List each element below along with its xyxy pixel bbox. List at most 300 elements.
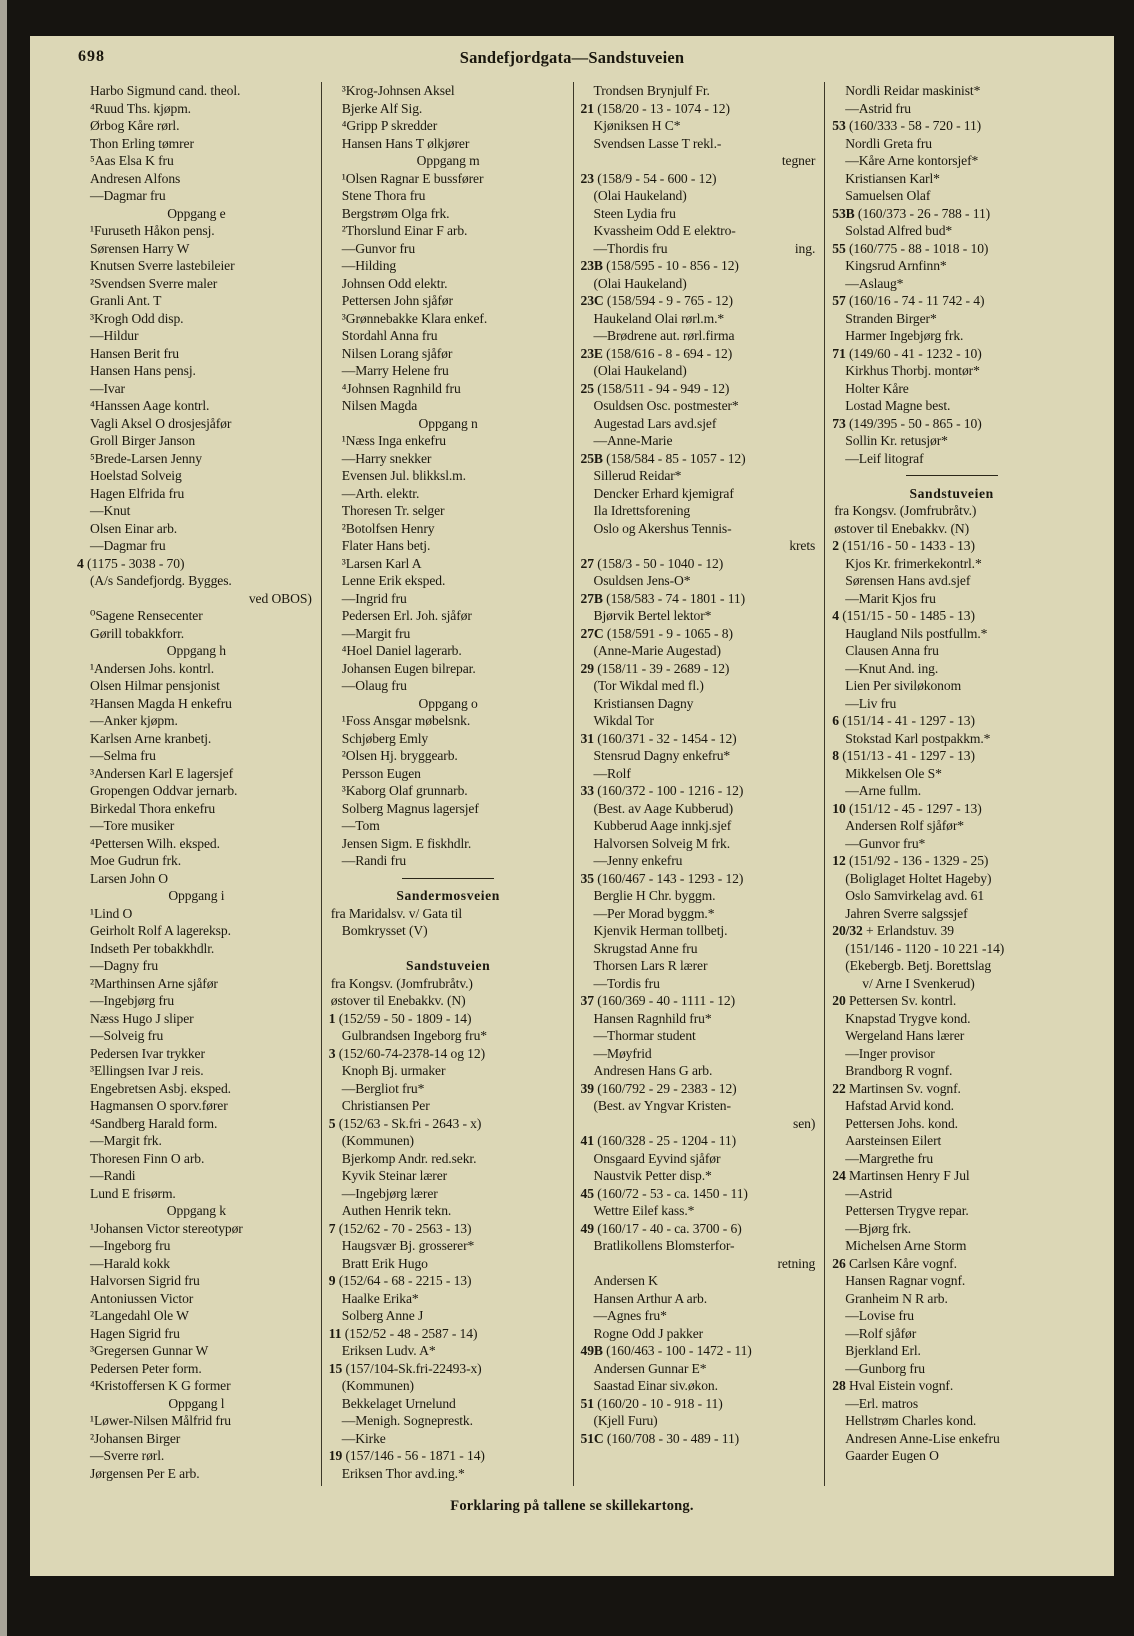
directory-line: Trondsen Brynjulf Fr. (593, 83, 710, 98)
directory-line: Næss Hugo J sliper (90, 1010, 194, 1026)
directory-line: —Ingebjørg lærer (341, 1185, 438, 1201)
directory-line: —Knut And. ing. (845, 660, 939, 676)
directory-line: 33 (160/372 - 100 - 1216 - 12) (580, 783, 744, 798)
house-number: 11 (328, 1325, 342, 1341)
directory-line: Thoresen Finn O arb. (90, 1150, 205, 1166)
directory-line: Stranden Birger* (845, 310, 937, 326)
house-number: 53B (832, 205, 855, 221)
directory-line: 51C (160/708 - 30 - 489 - 11) (580, 1430, 740, 1446)
directory-line: Bjørvik Bertel lektor* (593, 608, 712, 623)
directory-line: 37 (160/369 - 40 - 1111 - 12) (580, 993, 736, 1008)
directory-line: Karlsen Arne kranbetj. (90, 730, 212, 746)
directory-line: Lenne Erik eksped. (341, 573, 446, 588)
directory-line: 20 Pettersen Sv. kontrl. (832, 993, 957, 1008)
directory-line: 21 (158/20 - 13 - 1074 - 12) (580, 100, 730, 116)
house-number: 10 (832, 800, 846, 816)
directory-line: ¹Foss Ansgar møbelsnk. (341, 713, 471, 728)
house-number: 28 (832, 1378, 846, 1393)
directory-line: Kubberud Aage innkj.sjef (593, 818, 732, 833)
directory-line: —Kåre Arne kontorsjef* (845, 153, 979, 168)
directory-line: fra Kongsv. (Jomfrubråtv.) (330, 975, 473, 991)
directory-line: Naustvik Petter disp.* (593, 1168, 712, 1183)
section-divider (832, 467, 1071, 485)
directory-line: Nilsen Magda (341, 398, 418, 413)
directory-line: Hagmansen O sporv.fører (90, 1098, 228, 1113)
directory-line: —Solveig fru (90, 1028, 164, 1043)
directory-line: —Tom (341, 818, 380, 833)
house-number: 19 (328, 1448, 343, 1463)
house-number: 1 (328, 1010, 336, 1026)
directory-line: ³Grønnebakke Klara enkef. (341, 310, 488, 326)
directory-line: ¹Næss Inga enkefru (341, 433, 446, 448)
directory-line: —Ivar (90, 380, 125, 396)
directory-line: Bjerkomp Andr. red.sekr. (341, 1150, 477, 1166)
directory-line: —Arth. elektr. (341, 485, 420, 501)
directory-line: 41 (160/328 - 25 - 1204 - 11) (580, 1133, 737, 1148)
directory-line: —Dagmar fru (90, 538, 166, 553)
spacer (329, 940, 568, 958)
directory-line: tegner (781, 153, 816, 168)
directory-line: 51 (160/20 - 10 - 918 - 11) (580, 1395, 723, 1411)
directory-line: —Knut (90, 503, 131, 518)
directory-line: —Agnes fru* (593, 1308, 667, 1323)
directory-line: ³Ellingsen Ivar J reis. (90, 1063, 204, 1078)
house-number: 4 (832, 608, 839, 623)
directory-line: Gørill tobakkforr. (90, 625, 185, 641)
directory-line: 27C (158/591 - 9 - 1065 - 8) (580, 625, 733, 641)
house-number: 31 (580, 730, 594, 746)
directory-line: Persson Eugen (341, 765, 421, 781)
directory-line: Clausen Anna fru (845, 643, 939, 658)
directory-line: Thon Erling tømrer (90, 135, 194, 151)
directory-line: 9 (152/64 - 68 - 2215 - 13) (328, 1273, 472, 1288)
directory-line: 24 Martinsen Henry F Jul (832, 1168, 970, 1183)
directory-line: 39 (160/792 - 29 - 2383 - 12) (580, 1080, 737, 1096)
directory-line: østover til Enebakkv. (N) (330, 993, 466, 1008)
directory-line: Bekkelaget Urnelund (341, 1395, 456, 1411)
directory-line: ³Krogh Odd disp. (90, 310, 184, 326)
directory-line: ¹Lind O (90, 905, 133, 921)
directory-line: Halvorsen Solveig M frk. (593, 835, 731, 851)
directory-line: Schjøberg Emly (341, 730, 429, 746)
house-number: 73 (832, 415, 846, 431)
directory-line: —Aslaug* (845, 275, 904, 291)
directory-line: Harmer Ingebjørg frk. (845, 328, 964, 343)
directory-line: ¹Olsen Ragnar E bussfører (341, 170, 484, 186)
directory-line: Indseth Per tobakkhdlr. (90, 940, 215, 956)
entrance-label: Oppgang m (416, 153, 480, 168)
directory-line: Steen Lydia fru (593, 205, 676, 221)
directory-line: Knoph Bj. urmaker (341, 1063, 446, 1078)
directory-line: Oslo Samvirkelag avd. 61 (845, 888, 985, 903)
directory-line: —Astrid fru (845, 100, 911, 116)
directory-line: 19 (157/146 - 56 - 1871 - 14) (328, 1448, 485, 1463)
directory-line: (Best. av Aage Kubberud) (593, 800, 734, 816)
directory-line: (Olai Haukeland) (593, 275, 687, 291)
directory-line: —Gunborg fru (845, 1360, 925, 1376)
directory-line: Bratlikollens Blomsterfor- (593, 1238, 735, 1253)
directory-line: —Leif litograf (845, 450, 924, 466)
directory-line: 12 (151/92 - 136 - 1329 - 25) (832, 853, 989, 868)
directory-line: 53B (160/373 - 26 - 788 - 11) (832, 205, 991, 221)
street-heading: Sandstuveien (405, 958, 491, 973)
directory-line: 4 (1175 - 3038 - 70) (77, 555, 185, 571)
directory-line: Hafstad Arvid kond. (845, 1098, 954, 1113)
directory-line: Wikdal Tor (593, 713, 654, 728)
directory-line: —Tordis fru (593, 975, 660, 991)
house-number: 23 (580, 170, 594, 186)
directory-line: ⁵Brede-Larsen Jenny (90, 450, 202, 466)
directory-line (581, 240, 820, 258)
directory-line: Authen Henrik tekn. (341, 1203, 452, 1218)
directory-line: (Olai Haukeland) (593, 363, 687, 378)
directory-line: Johnsen Odd elektr. (341, 275, 448, 291)
directory-line: Pettersen John sjåfør (341, 293, 453, 308)
runover-text: ing. (794, 240, 816, 256)
house-number: 27B (580, 590, 603, 606)
directory-line: Knutsen Sverre lastebileier (90, 258, 235, 273)
directory-line: Evensen Jul. blikksl.m. (341, 468, 466, 483)
directory-line: 26 Carlsen Kåre vognf. (832, 1255, 957, 1271)
house-number: 35 (580, 870, 594, 886)
directory-line: Kingsrud Arnfinn* (845, 258, 947, 273)
directory-line: v/ Arne I Svenkerud) (862, 975, 975, 991)
directory-line: —Rolf (593, 765, 631, 781)
directory-line: 7 (152/62 - 70 - 2563 - 13) (328, 1220, 472, 1236)
directory-line: —Margit fru (341, 625, 411, 641)
house-number: 5 (328, 1115, 336, 1131)
directory-line: Christiansen Per (341, 1098, 430, 1113)
directory-line: Rogne Odd J pakker (593, 1325, 704, 1341)
divider-rule (402, 878, 494, 879)
house-number: 49B (580, 1343, 603, 1358)
directory-line: Nilsen Lorang sjåfør (341, 345, 453, 361)
directory-line: —Dagmar fru (90, 188, 166, 203)
directory-line: —Randi (90, 1168, 136, 1183)
house-number: 39 (580, 1080, 594, 1096)
directory-line: —Gunvor fru* (845, 835, 926, 851)
house-number: 20 (832, 993, 846, 1008)
directory-line: Birkedal Thora enkefru (90, 800, 216, 816)
directory-line: Gaarder Eugen O (845, 1448, 939, 1463)
directory-line: Hansen Hans pensj. (90, 363, 196, 378)
entrance-label: Oppgang l (168, 1395, 225, 1411)
directory-line: ⁴Hoel Daniel lagerarb. (341, 643, 462, 658)
directory-line: Jørgensen Per E arb. (90, 1465, 200, 1481)
directory-line: Lien Per siviløkonom (845, 678, 962, 693)
directory-line: Solberg Magnus lagersjef (341, 800, 479, 816)
directory-line: Haukeland Olai rørl.m.* (593, 310, 725, 326)
house-number: 23B (580, 258, 603, 273)
directory-line: Andersen Rolf sjåfør* (845, 818, 964, 833)
directory-line: 23C (158/594 - 9 - 765 - 12) (580, 293, 733, 308)
house-number: 4 (77, 555, 84, 571)
directory-line: ⁰Sagene Rensecenter (90, 608, 203, 623)
entrance-label: Oppgang k (166, 1203, 226, 1218)
directory-line: ²Thorslund Einar F arb. (341, 223, 468, 238)
directory-line: Pedersen Peter form. (90, 1360, 202, 1376)
directory-line: Berglie H Chr. byggm. (593, 888, 716, 903)
house-number: 49 (580, 1220, 594, 1236)
directory-line: Moe Gudrun frk. (90, 853, 181, 868)
directory-line: Larsen John O (90, 870, 168, 886)
directory-line: Gropengen Oddvar jernarb. (90, 783, 238, 798)
directory-line: Bjerke Alf Sig. (341, 100, 423, 116)
directory-line: (Boliglaget Holtet Hageby) (845, 870, 992, 886)
directory-line: (Tor Wikdal med fl.) (593, 678, 704, 693)
directory-line: —Ingrid fru (341, 590, 407, 606)
directory-line: Olsen Einar arb. (90, 520, 178, 536)
directory-line: ³Gregersen Gunnar W (90, 1343, 209, 1358)
directory-line: —Harry snekker (341, 450, 432, 466)
directory-line: 1 (152/59 - 50 - 1809 - 14) (328, 1010, 472, 1026)
directory-line: —Hilding (341, 258, 397, 273)
house-number: 23E (580, 345, 603, 361)
directory-line: 28 Hval Eistein vognf. (832, 1378, 954, 1393)
directory-line: ¹Johansen Victor stereotypør (90, 1220, 243, 1236)
directory-line: Solstad Alfred bud* (845, 223, 953, 238)
directory-line: Groll Birger Janson (90, 433, 196, 448)
directory-line: Ørbog Kåre rørl. (90, 118, 180, 133)
house-number: 37 (580, 993, 594, 1008)
directory-line: Skrugstad Anne fru (593, 940, 698, 956)
directory-line: —Randi fru (341, 853, 407, 868)
directory-line: Bergstrøm Olga frk. (341, 205, 450, 221)
directory-line: Eriksen Thor avd.ing.* (341, 1465, 465, 1481)
directory-line: 55 (160/775 - 88 - 1018 - 10) (832, 240, 989, 256)
directory-line: —Astrid (845, 1185, 893, 1201)
directory-line: ¹Løwer-Nilsen Målfrid fru (90, 1413, 231, 1428)
page-number: 698 (78, 48, 105, 65)
directory-line: Gulbrandsen Ingeborg fru* (341, 1028, 487, 1043)
directory-line: retning (777, 1255, 816, 1271)
directory-line: Samuelsen Olaf (845, 188, 931, 203)
directory-line: Haugland Nils postfullm.* (845, 625, 988, 641)
directory-line: Andresen Alfons (90, 170, 181, 186)
scan-edge-strip (0, 0, 7, 1636)
directory-line: —Menigh. Sogneprestk. (341, 1413, 473, 1428)
directory-line: Bratt Erik Hugo (341, 1255, 428, 1271)
directory-line: (Ekebergb. Betj. Borettslag (845, 958, 992, 973)
directory-line: Kjøniksen H C* (593, 118, 681, 133)
directory-line: 3 (152/60-74-2378-14 og 12) (328, 1045, 486, 1061)
entrance-label: Oppgang i (168, 888, 225, 903)
directory-line: —Margrethe fru (845, 1150, 934, 1166)
directory-line: 25B (158/584 - 85 - 1057 - 12) (580, 450, 746, 466)
directory-column-3 (573, 82, 825, 1486)
directory-line: Thoresen Tr. selger (341, 503, 445, 518)
directory-line: —Dagny fru (90, 958, 159, 973)
directory-line: 27B (158/583 - 74 - 1801 - 11) (580, 590, 746, 606)
directory-line: ⁴Sandberg Harald form. (90, 1115, 218, 1131)
directory-line: Geirholt Rolf A lagereksp. (90, 923, 231, 938)
directory-line: Halvorsen Sigrid fru (90, 1273, 200, 1288)
directory-line: Aarsteinsen Eilert (845, 1133, 942, 1148)
directory-line: Stordahl Anna fru (341, 328, 438, 343)
house-number: 33 (580, 783, 594, 798)
directory-line: ³Larsen Karl A (341, 555, 422, 571)
house-number: 55 (832, 240, 846, 256)
directory-line: Bomkrysset (V) (341, 923, 428, 938)
directory-line: Saastad Einar siv.økon. (593, 1378, 718, 1393)
directory-line: Andersen Gunnar E* (593, 1360, 707, 1376)
directory-line: Hansen Ragnhild fru* (593, 1010, 712, 1026)
directory-line: Osuldsen Jens-O* (593, 573, 691, 588)
directory-line: ⁵Aas Elsa K fru (90, 153, 174, 168)
house-number: 23C (580, 293, 604, 308)
directory-line: Ila Idrettsforening (593, 503, 691, 518)
house-number: 53 (832, 118, 846, 133)
directory-line: Kirkhus Thorbj. montør* (845, 363, 980, 378)
directory-line: Granli Ant. T (90, 293, 162, 308)
directory-line: —Jenny enkefru (593, 853, 683, 868)
directory-line: ²Johansen Birger (90, 1430, 181, 1446)
directory-line: —Lovise fru (845, 1308, 914, 1323)
directory-page (30, 36, 1114, 1576)
directory-line: Pedersen Erl. Joh. sjåfør (341, 608, 472, 623)
directory-column-4 (824, 82, 1076, 1486)
directory-line: Sollin Kr. retusjør* (845, 433, 948, 448)
directory-line: —Marit Kjos fru (845, 590, 936, 606)
directory-line: (Kjell Furu) (593, 1413, 658, 1428)
directory-line: —Marry Helene fru (341, 363, 449, 378)
directory-line: ⁴Hanssen Aage kontrl. (90, 398, 210, 413)
directory-line: 20/32 + Erlandstuv. 39 (832, 923, 954, 938)
house-number: 21 (580, 100, 594, 116)
house-number: 25B (580, 450, 603, 466)
directory-line: 57 (160/16 - 74 - 11 742 - 4) (832, 293, 985, 308)
directory-line: 29 (158/11 - 39 - 2689 - 12) (580, 660, 730, 676)
section-divider (329, 870, 568, 888)
directory-line: 15 (157/104-Sk.fri-22493-x) (328, 1360, 482, 1376)
directory-line: —Sverre rørl. (90, 1448, 165, 1463)
entrance-label: Oppgang h (166, 643, 226, 658)
house-number: 26 (832, 1255, 846, 1271)
directory-line: ⁴Kristoffersen K G former (90, 1378, 231, 1393)
directory-line: Granheim N R arb. (845, 1290, 948, 1306)
directory-line: —Liv fru (845, 695, 897, 711)
house-number: 57 (832, 293, 846, 308)
directory-line: Lund E frisørm. (90, 1185, 176, 1201)
directory-line: Haalke Erika* (341, 1290, 419, 1306)
directory-line: Kvassheim Odd E elektro- (593, 223, 736, 238)
directory-line: (151/146 - 1120 - 10 221 -14) (845, 940, 1005, 956)
page-footer: Forklaring på tallene se skillekartong. (450, 1498, 694, 1514)
house-number: 2 (832, 538, 839, 553)
directory-line: (A/s Sandefjordg. Bygges. (90, 573, 232, 588)
directory-line: 4 (151/15 - 50 - 1485 - 13) (832, 608, 975, 623)
house-number: 9 (328, 1273, 336, 1288)
directory-line: (Olai Haukeland) (593, 188, 687, 203)
directory-line: Flater Hans betj. (341, 538, 431, 553)
directory-line: ¹Andersen Johs. kontrl. (90, 660, 215, 676)
directory-line: Wettre Eilef kass.* (593, 1203, 695, 1218)
directory-line: Engebretsen Asbj. eksped. (90, 1080, 231, 1096)
directory-line: Nordli Greta fru (845, 135, 932, 151)
directory-line: —Ingeborg fru (90, 1238, 171, 1253)
entrance-label: Oppgang o (418, 695, 478, 711)
directory-line: Eriksen Ludv. A* (341, 1343, 436, 1358)
house-number: 12 (832, 853, 846, 868)
directory-line: ⁴Gripp P skredder (341, 118, 438, 133)
directory-line: Jahren Sverre salgssjef (845, 905, 968, 921)
house-number: 51 (580, 1395, 594, 1411)
directory-line: ²Botolfsen Henry (341, 520, 435, 536)
directory-line: 49B (160/463 - 100 - 1472 - 11) (580, 1343, 752, 1358)
directory-line: Kristiansen Dagny (593, 695, 694, 711)
directory-line: fra Maridalsv. v/ Gata til (330, 905, 463, 921)
directory-line: ³Krog-Johnsen Aksel (341, 83, 455, 98)
directory-line: —Kirke (341, 1430, 386, 1446)
directory-line: Kristiansen Karl* (845, 170, 940, 186)
directory-line: —Gunvor fru (341, 240, 416, 256)
entry-text: —Thordis fru (593, 240, 668, 256)
house-number: 20/32 (832, 923, 863, 938)
directory-line: Holter Kåre (845, 380, 909, 396)
directory-line: —Anne-Marie (593, 433, 673, 448)
directory-line: ved OBOS) (248, 590, 312, 606)
directory-column-2 (321, 82, 573, 1486)
directory-line: Andresen Anne-Lise enkefru (845, 1430, 1000, 1446)
directory-line: —Bergliot fru* (341, 1080, 425, 1096)
directory-line: 49 (160/17 - 40 - ca. 3700 - 6) (580, 1220, 742, 1236)
directory-line: —Inger provisor (845, 1045, 935, 1061)
directory-line: 11 (152/52 - 48 - 2587 - 14) (328, 1325, 478, 1341)
directory-line: Olsen Hilmar pensjonist (90, 678, 220, 693)
directory-line: Hansen Berit fru (90, 345, 179, 361)
house-number: 24 (832, 1168, 846, 1183)
directory-line: Johansen Eugen bilrepar. (341, 660, 476, 676)
directory-line: —Tore musiker (90, 818, 175, 833)
directory-line: —Margit frk. (90, 1133, 162, 1148)
directory-line: Lostad Magne best. (845, 398, 951, 413)
directory-line: Kjenvik Herman tollbetj. (593, 923, 728, 938)
directory-line: Oslo og Akershus Tennis- (593, 520, 732, 536)
house-number: 41 (580, 1133, 594, 1148)
page-title: Sandefjordgata—Sandstuveien (459, 48, 685, 67)
divider-rule (906, 475, 998, 476)
page-header (30, 46, 1114, 76)
directory-line: —Arne fullm. (845, 783, 922, 798)
house-number: 29 (580, 660, 594, 676)
directory-column-1 (70, 82, 321, 1486)
directory-line: 35 (160/467 - 143 - 1293 - 12) (580, 870, 744, 886)
directory-line: 23E (158/616 - 8 - 694 - 12) (580, 345, 733, 361)
directory-line: Svendsen Lasse T rekl.- (593, 135, 722, 151)
directory-line: Hagen Sigrid fru (90, 1325, 180, 1341)
directory-line: Michelsen Arne Storm (845, 1238, 967, 1253)
directory-line: 73 (149/395 - 50 - 865 - 10) (832, 415, 982, 431)
house-number: 71 (832, 345, 846, 361)
directory-line: ²Marthinsen Arne sjåfør (90, 975, 218, 991)
directory-line: —Per Morad byggm.* (593, 905, 715, 921)
directory-line: 22 Martinsen Sv. vognf. (832, 1080, 961, 1096)
directory-line: Andersen K (593, 1273, 658, 1288)
directory-line: 53 (160/333 - 58 - 720 - 11) (832, 118, 982, 133)
house-number: 8 (832, 748, 839, 763)
directory-line: østover til Enebakkv. (N) (834, 520, 970, 536)
directory-line: ²Hansen Magda H enkefru (90, 695, 232, 711)
directory-line: —Brødrene aut. rørl.firma (593, 328, 735, 343)
house-number: 6 (832, 713, 839, 728)
directory-line: Mikkelsen Ole S* (845, 765, 942, 781)
directory-line: Knapstad Trygve kond. (845, 1010, 971, 1026)
house-number: 45 (580, 1185, 594, 1201)
directory-line: Kyvik Steinar lærer (341, 1168, 448, 1183)
entrance-label: Oppgang e (167, 205, 226, 221)
directory-line: Kjos Kr. frimerkekontrl.* (845, 555, 982, 571)
directory-line: —Erl. matros (845, 1395, 919, 1411)
